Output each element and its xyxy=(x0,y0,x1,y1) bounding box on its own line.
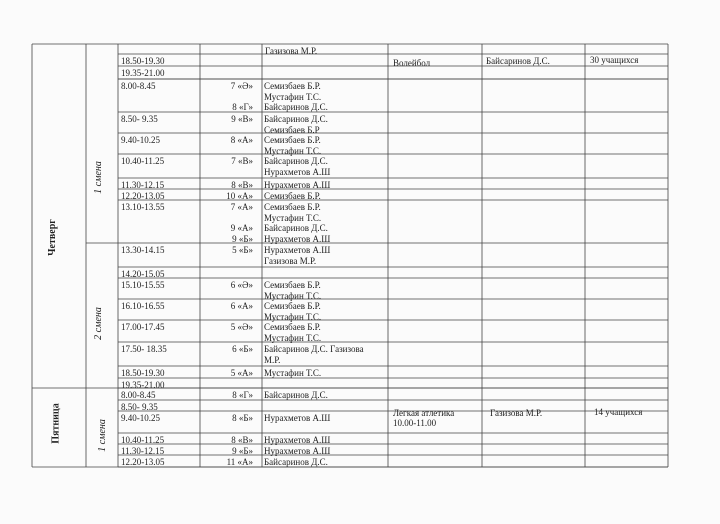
friday-leader: Газизова М.Р. xyxy=(490,408,543,418)
thursday-row-teacher: Байсаринов Д.С. xyxy=(264,114,328,124)
thursday-row-class: 9 «Б» xyxy=(232,233,253,244)
thursday-row-time: 15.10-15.55 xyxy=(121,280,165,290)
thursday-row-class: 6 «Б» xyxy=(232,344,253,354)
thursday-row-teacher: Семизбаев Б.Р. xyxy=(264,301,321,311)
friday-row-time: 11.30-12.15 xyxy=(121,446,165,456)
friday-row-teacher: Нурахметов А.Ш xyxy=(264,413,331,423)
thursday-row-class: 10 «А» xyxy=(226,191,253,201)
day-label-thursday: Четверг xyxy=(46,219,58,256)
thursday-row-teacher: Семизбаев Б.Р xyxy=(264,124,320,135)
thursday-row-teacher: Семизбаев Б.Р. xyxy=(264,191,321,201)
thursday-row-time: 17.00-17.45 xyxy=(121,322,165,332)
thursday-row-teacher: Семизбаев Б.Р. xyxy=(264,322,321,332)
friday-row-teacher: Нурахметов А.Ш xyxy=(264,435,331,445)
thursday-row-class: 8 «А» xyxy=(230,135,253,145)
friday-row-time: 9.40-10.25 xyxy=(121,413,160,423)
thursday-row-teacher: Байсаринов Д.С. xyxy=(264,223,328,233)
thursday-row-teacher: Байсаринов Д.С. xyxy=(264,102,328,112)
thursday-row-teacher: Нурахметов А.Ш xyxy=(264,233,331,244)
top-count: 30 учащихся xyxy=(590,55,639,65)
thursday-row-teacher: Мустафин Т.С. xyxy=(264,145,322,156)
top-time-1: 18.50-19.30 xyxy=(121,56,165,66)
friday-activity-time: 10.00-11.00 xyxy=(393,418,437,428)
thursday-row-class: 5 «Б» xyxy=(232,245,253,255)
thursday-row-teacher: Семизбаев Б.Р. xyxy=(264,280,321,290)
thursday-row-teacher: Мустафин Т.С. xyxy=(264,290,322,301)
top-time-2: 19.35-21.00 xyxy=(121,68,165,78)
friday-row-time: 12.20-13.05 xyxy=(121,457,165,467)
thursday-row-teacher: Нурахметов А.Ш xyxy=(264,180,331,190)
thursday-row-teacher: М.Р. xyxy=(264,354,281,365)
thursday-row-time: 13.30-14.15 xyxy=(121,245,165,255)
day-label-friday: Пятница xyxy=(50,403,62,444)
thursday-row-class: 9 «В» xyxy=(231,114,253,124)
thursday-row-time: 10.40-11.25 xyxy=(121,156,165,166)
friday-row-class: 8 «В» xyxy=(231,435,253,445)
top-leader: Байсаринов Д.С. xyxy=(486,56,550,66)
thursday-row-teacher: Семизбаев Б.Р. xyxy=(264,81,321,91)
friday-row-teacher: Байсаринов Д.С. xyxy=(264,390,328,400)
thursday-row-time: 16.10-16.55 xyxy=(121,301,165,311)
thursday-row-class: 9 «А» xyxy=(230,223,253,233)
thursday-row-teacher: Семизбаев Б.Р. xyxy=(264,202,321,212)
thursday-row-time: 18.50-19.30 xyxy=(121,368,165,378)
friday-row-class: 9 «Б» xyxy=(232,446,253,456)
thursday-row-class: 7 «Ә» xyxy=(230,81,253,91)
thursday-row-class: 8 «В» xyxy=(231,180,253,190)
friday-row-teacher: Байсаринов Д.С. xyxy=(264,457,328,467)
thursday-row-class: 5 «А» xyxy=(230,368,253,378)
thursday-row-time: 11.30-12.15 xyxy=(121,180,165,190)
thursday-row-class: 5 «Ә» xyxy=(230,322,253,332)
thursday-row-teacher: Семизбаев Б.Р. xyxy=(264,135,321,145)
thursday-row-class: 6 «Ә» xyxy=(230,280,253,290)
friday-row-time: 10.40-11.25 xyxy=(121,435,165,445)
friday-row-class: 8 «Г» xyxy=(232,390,253,400)
thursday-row-time: 19.35-21.00 xyxy=(121,380,165,390)
thursday-row-teacher: Мустафин Т.С. xyxy=(264,91,322,102)
friday-activity: Легкая атлетика xyxy=(393,408,455,418)
thursday-row-time: 12.20-13.05 xyxy=(121,191,165,201)
thursday-row-teacher: Байсаринов Д.С. xyxy=(264,156,328,166)
thursday-row-class: 8 «Г» xyxy=(232,102,253,112)
shift-label-friday-first: 1 смена xyxy=(96,419,108,452)
shift-label-thursday-first: 1 смена xyxy=(92,161,104,194)
thursday-row-time: 14.20-15.05 xyxy=(121,269,165,279)
thursday-row-class: 6 «А» xyxy=(230,301,253,311)
thursday-row-class: 7 «В» xyxy=(231,156,253,166)
top-activity: Волейбол xyxy=(393,58,431,68)
thursday-row-time: 9.40-10.25 xyxy=(121,135,160,145)
thursday-row-teacher: Байсаринов Д.С. Газизова xyxy=(264,344,364,354)
thursday-row-teacher: Мустафин Т.С. xyxy=(264,368,322,378)
top-teacher: Газизова М.Р. xyxy=(265,46,318,56)
thursday-row-class: 7 «А» xyxy=(230,202,253,212)
thursday-row-time: 17.50- 18.35 xyxy=(121,344,167,354)
friday-row-class: 11 «А» xyxy=(226,457,253,467)
friday-row-class: 8 «Б» xyxy=(232,413,253,423)
thursday-row-teacher: Мустафин Т.С. xyxy=(264,212,322,223)
thursday-row-time: 8.00-8.45 xyxy=(121,81,156,91)
thursday-row-teacher: Нурахметов А.Ш xyxy=(264,245,331,255)
thursday-row-teacher: Газизова М.Р. xyxy=(264,255,317,266)
thursday-row-teacher: Мустафин Т.С. xyxy=(264,332,322,343)
thursday-row-time: 13.10-13.55 xyxy=(121,202,165,212)
friday-row-time: 8.00-8.45 xyxy=(121,390,156,400)
friday-count: 14 учащихся xyxy=(594,407,643,417)
shift-label-thursday-second: 2 смена xyxy=(92,307,104,340)
friday-row-teacher: Нурахметов А.Ш xyxy=(264,446,331,456)
thursday-row-teacher: Нурахметов А.Ш xyxy=(264,166,331,177)
thursday-row-time: 8.50- 9.35 xyxy=(121,114,158,124)
thursday-row-teacher: Мустафин Т.С. xyxy=(264,311,322,322)
friday-row-time: 8.50- 9.35 xyxy=(121,402,158,412)
